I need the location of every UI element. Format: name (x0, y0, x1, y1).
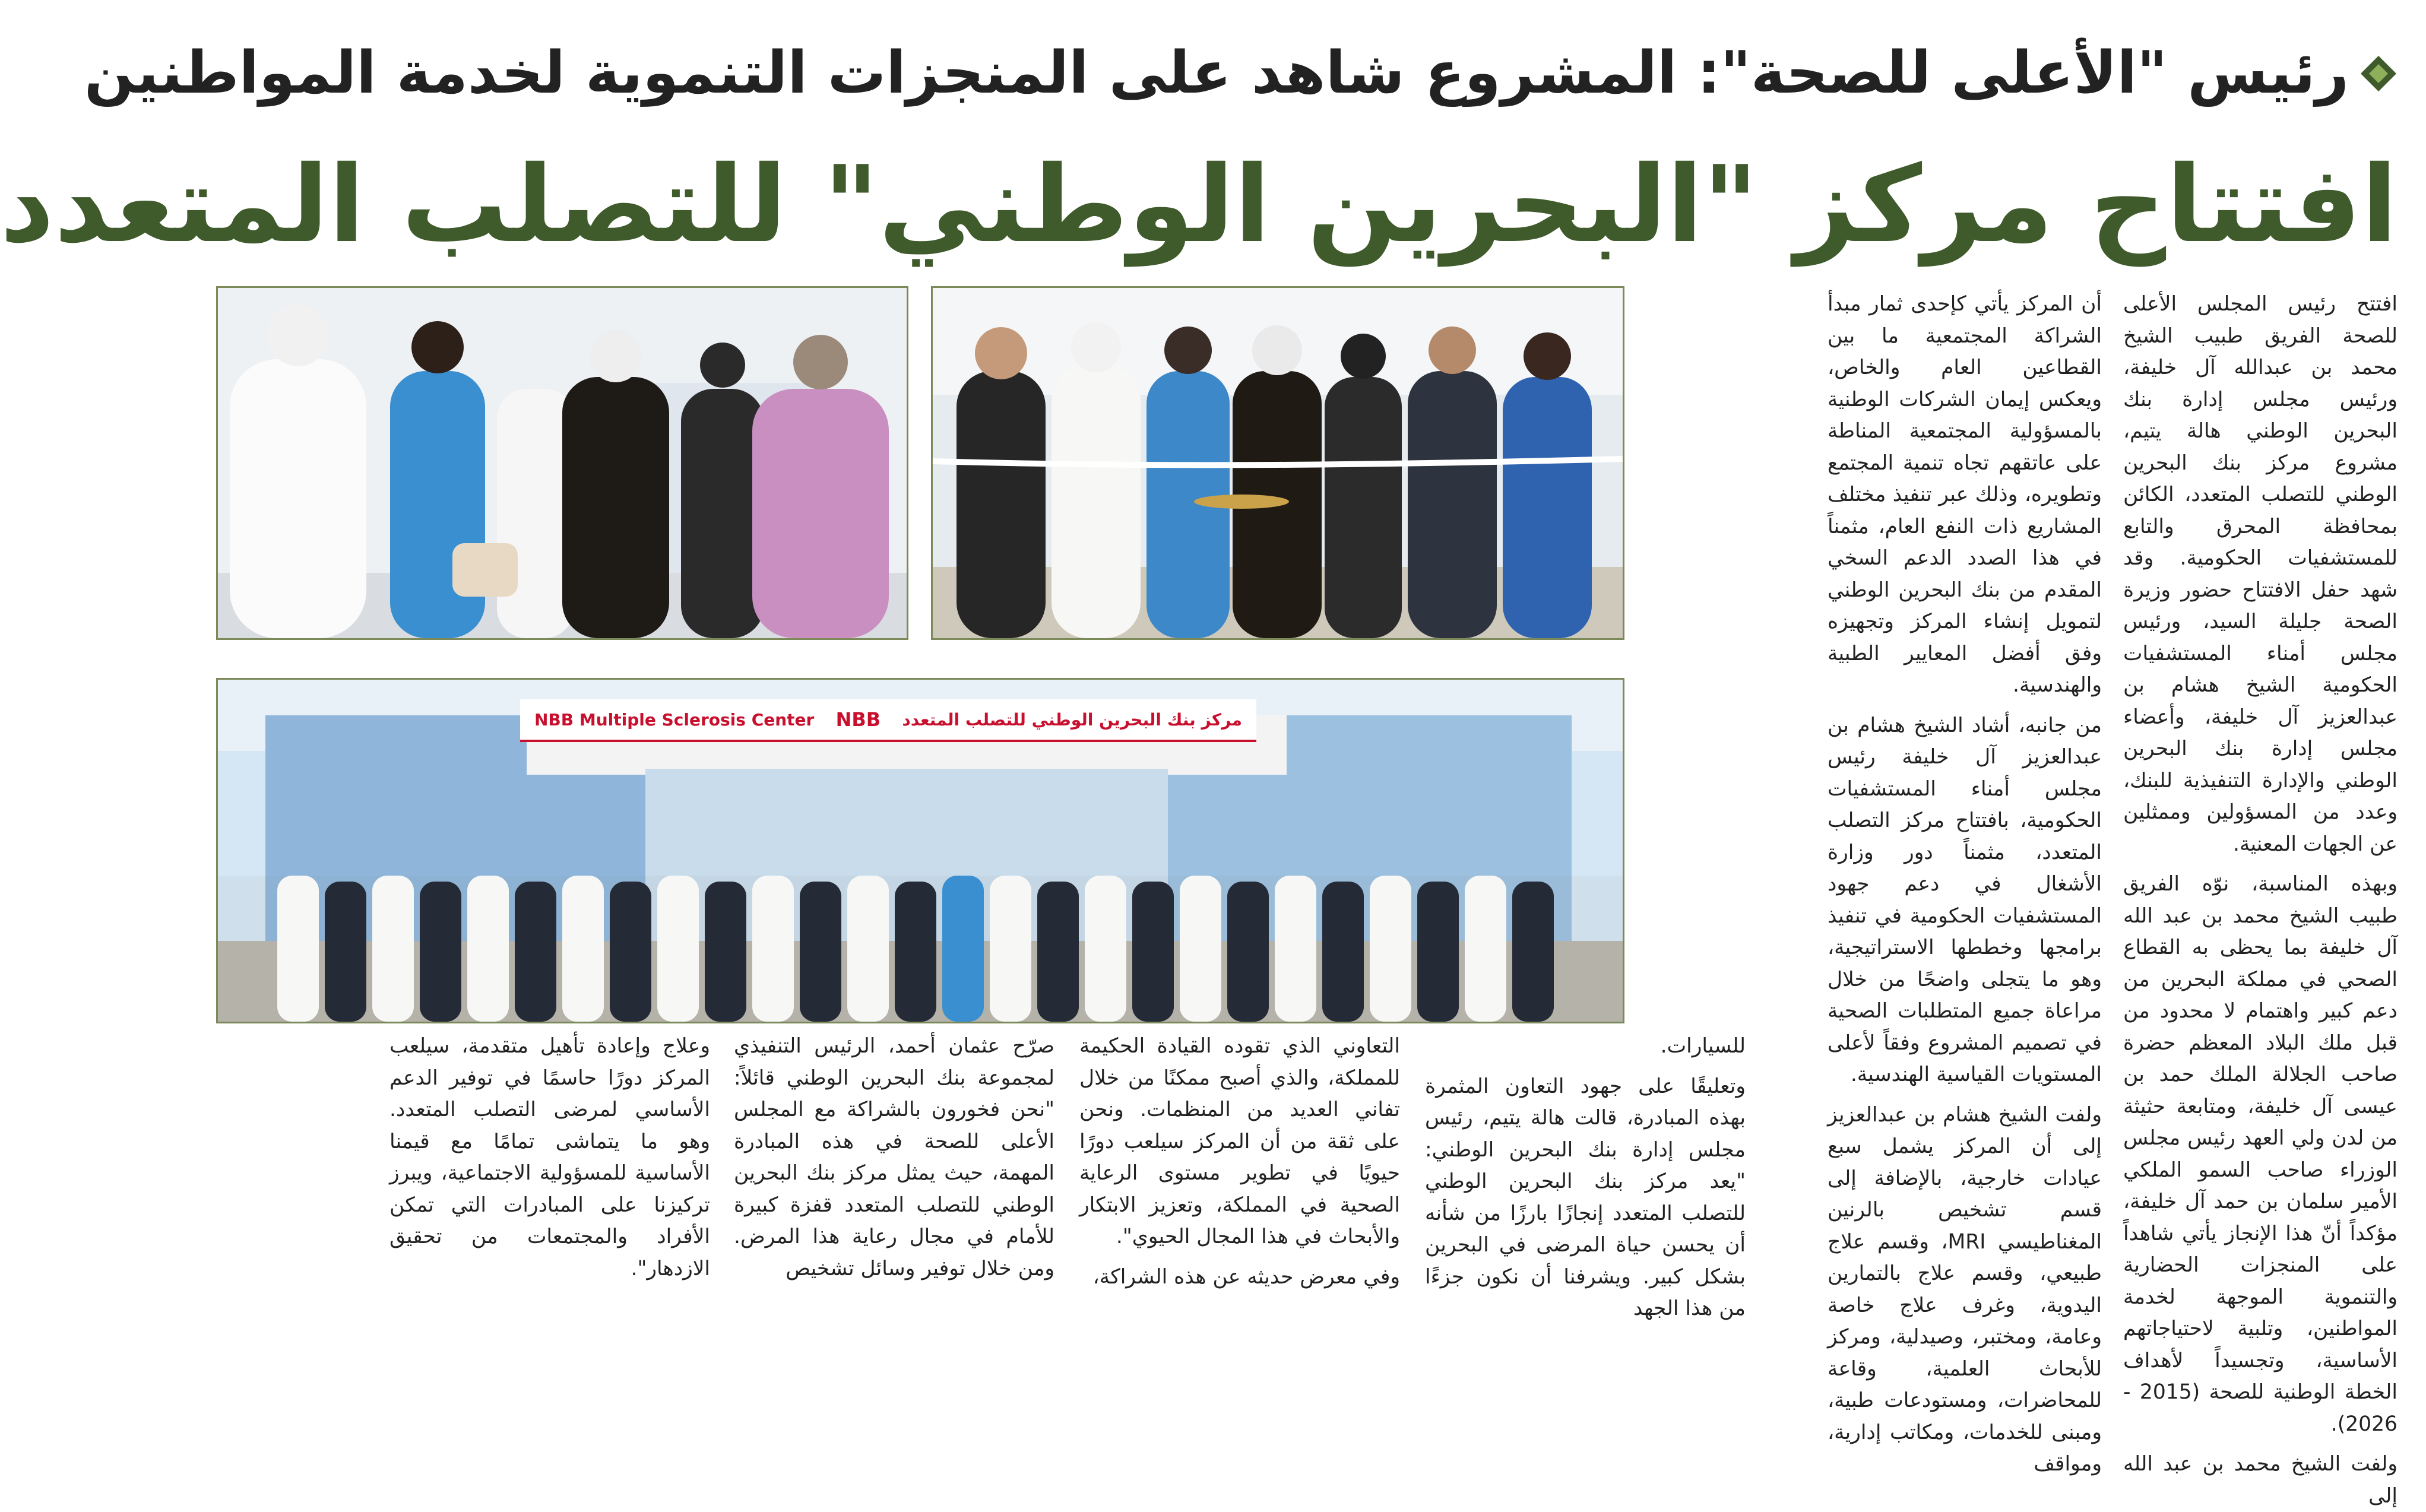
paragraph: للسيارات. (1660, 1034, 1746, 1058)
photo-ribbon-cutting (931, 286, 1624, 640)
paragraph: وتعليقًا على جهود التعاون المثمرة بهذه المبادرة، قالت هالة يتيم، رئيس مجلس إدارة بنك البحرين الوطني: "يعد مركز بنك البحرين الوطني للتصلب المتعدد إنجازًا بارزًا من شأنه أن يحسن حياة المرضى في البحرين بشكل كبير. ويشرفنا أن نكون جزءًا من هذا الجهد (1425, 1074, 1746, 1320)
text-column-3 (1425, 1031, 1746, 1339)
paragraph: ولفت الشيخ هشام بن عبدالعزيز إلى أن المركز يشمل سبع عيادات خارجية، بالإضافة إلى قسم تشخيص بالرنين المغناطيسي MRI، وقسم علاج طبيعي، وقسم علاج بالتمارين اليدوية، وغرف علاج خاصة وعامة، ومختبر، وصيدلية، ومركز للأبحاث العلمية، وقاعة للمحاضرات، ومستودعات طبية، ومبنى للخدمات، ومكاتب إدارية، ومواقف (1828, 1102, 2102, 1476)
text-column-6 (389, 1031, 710, 1339)
paragraph: صرّح عثمان أحمد، الرئيس التنفيذي لمجموعة بنك البحرين الوطني قائلاً: "نحن فخورون بالشراكة مع المجلس الأعلى للصحة في هذه المبادرة المهمة، حيث يمثل مركز بنك البحرين الوطني للتصلب المتعدد قفزة كبيرة للأمام في مجال رعاية هذا المرض. ومن خلال توفير وسائل تشخيص (734, 1034, 1054, 1280)
diamond-bullet-icon (2360, 55, 2398, 93)
main-headline: افتتاح مركز "البحرين الوطني" للتصلب المتعدد (0, 143, 2398, 266)
nbb-logo: NBB (835, 708, 881, 731)
text-column-2 (1828, 289, 2102, 1476)
paragraph: وفي معرض حديثه عن هذه الشراكة، (1092, 1264, 1400, 1289)
building-sign (520, 699, 1256, 742)
paragraph: وبهذه المناسبة، نوّه الفريق طبيب الشيخ محمد بن عبد الله آل خليفة بما يحظى به القطاع الصحي في مملكة البحرين من دعم كبير واهتمام لا محدود من قبل ملك البلاد المعظم حضرة صاحب الجلالة الملك حمد بن عيسى آل خليفة، ومتابعة حثيثة من لدن ولي العهد رئيس مجلس الوزراء صاحب السمو الملكي الأمير سلمان بن حمد آل خليفة، مؤكداً أنّ هذا الإنجاز يأتي شاهداً على المنجزات الحضارية والتنموية الموجهة لخدمة المواطنين، وتلبية لاحتياجاتهم الأساسية، وتجسيداً لأهداف الخطة الوطنية للصحة (2015 - 2026). (2123, 872, 2398, 1436)
paragraph: التعاوني الذي تقوده القيادة الحكيمة للمملكة، والذي أصبح ممكنًا من خلال تفاني العديد من المنظمات. ونحن على ثقة من أن المركز سيلعب دورًا حيويًا في تطوير مستوى الرعاية الصحية في المملكة، وتعزيز الابتكار والأبحاث في هذا المجال الحيوي". (1079, 1034, 1400, 1248)
paragraph: وعلاج وإعادة تأهيل متقدمة، سيلعب المركز دورًا حاسمًا في توفير الدعم الأساسي لمرضى التصلب المتعدد. وهو ما يتماشى تمامًا مع قيمنا الأساسية للمسؤولية الاجتماعية، ويبرز تركيزنا على المبادرات التي تمكن الأفراد والمجتمعات من تحقيق الازدهار". (389, 1034, 710, 1280)
sign-english-name: NBB Multiple Sclerosis Center (534, 709, 815, 730)
kicker-subheadline: رئيس "الأعلى للصحة": المشروع شاهد على المنجزات التنموية لخدمة المواطنين (84, 39, 2349, 107)
text-column-1 (2123, 289, 2398, 1508)
paragraph: افتتح رئيس المجلس الأعلى للصحة الفريق طبيب الشيخ محمد بن عبدالله آل خليفة، ورئيس مجلس إدارة بنك البحرين الوطني هالة يتيم، مشروع مركز بنك البحرين الوطني للتصلب المتعدد، الكائن بمحافظة المحرق والتابع للمستشفيات الحكومية. وقد شهد حفل الافتتاح حضور وزيرة الصحة جليلة السيد، ورئيس مجلس أمناء المستشفيات الحكومية الشيخ هشام بن عبدالعزيز آل خليفة، وأعضاء مجلس إدارة بنك البحرين الوطني والإدارة التنفيذية للبنك، وعدد من المسؤولين وممثلين عن الجهات المعنية. (2123, 292, 2398, 856)
text-column-5 (734, 1031, 1054, 1339)
paragraph: أن المركز يأتي كإحدى ثمار مبدأ الشراكة المجتمعية ما بين القطاعين العام والخاص، ويعكس إيمان الشركات الوطنية بالمسؤولية المجتمعية المناطة على عاتقهم تجاه تنمية المجتمع وتطويره، وذلك عبر تنفيذ مختلف المشاريع ذات النفع العام، مثمناً في هذا الصدد الدعم السخي المقدم من بنك البحرين الوطني لتمويل إنشاء المركز وتجهيزه وفق أفضل المعايير الطبية والهندسية. (1828, 292, 2102, 697)
text-column-4 (1079, 1031, 1400, 1339)
photo-tour (216, 286, 908, 640)
sign-arabic-name: مركز بنك البحرين الوطني للتصلب المتعدد (902, 709, 1242, 730)
paragraph: من جانبه، أشاد الشيخ هشام بن عبدالعزيز آل خليفة رئيس مجلس أمناء المستشفيات الحكومية، بافتتاح مركز التصلب المتعدد، مثمناً دور وزارة الأشغال في دعم جهود المستشفيات الحكومية في تنفيذ برامجها وخططها الاستراتيجية، وهو ما يتجلى واضحًا من خلال مراعاة جميع المتطلبات الصحية في تصميم المشروع وفقاً لأعلى المستويات القياسية الهندسية. (1828, 713, 2102, 1086)
paragraph: ولفت الشيخ محمد بن عبد الله إلى (2123, 1452, 2398, 1508)
